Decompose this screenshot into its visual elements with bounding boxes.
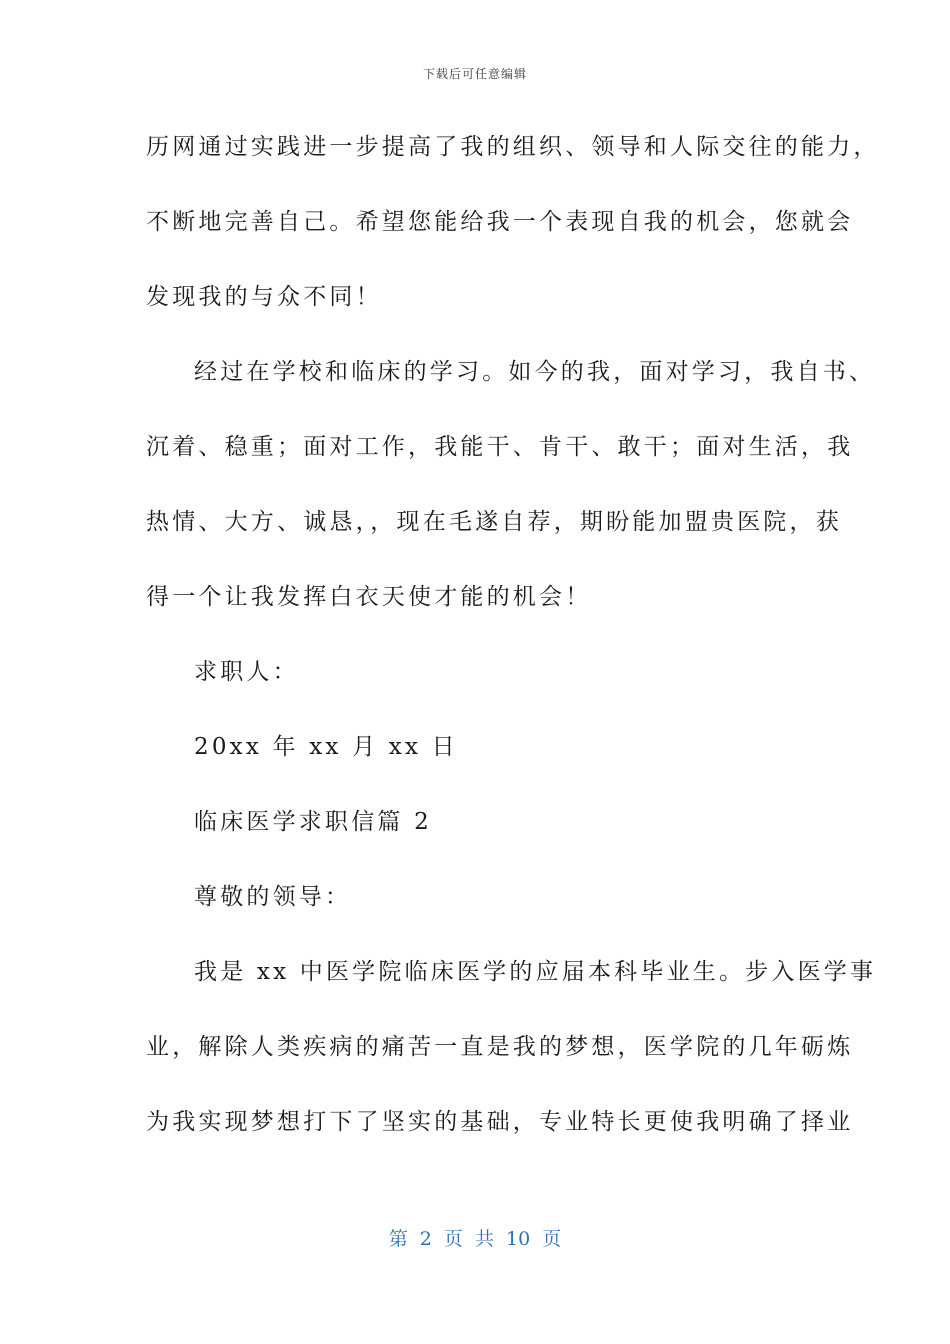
- text-line: 热情、大方、诚恳，，现在毛遂自荐，期盼能加盟贵医院，获: [146, 509, 842, 535]
- section-title: 临床医学求职信篇 2: [194, 809, 432, 835]
- text-line: 业，解除人类疾病的痛苦一直是我的梦想，医学院的几年砺炼: [146, 1034, 854, 1060]
- salutation: 尊敬的领导：: [194, 884, 352, 910]
- document-body: [146, 126, 880, 1176]
- page-header: 下载后可任意编辑: [422, 67, 527, 81]
- text-line: 历网通过实践进一步提高了我的组织、领导和人际交往的能力，: [146, 134, 880, 160]
- text-line: 沉着、稳重；面对工作，我能干、肯干、敢干；面对生活，我: [146, 434, 854, 460]
- applicant-label: 求职人：: [194, 659, 299, 685]
- text-line: 为我实现梦想打下了坚实的基础，专业特长更使我明确了择业: [146, 1109, 854, 1135]
- text-line: 发现我的与众不同！: [146, 284, 382, 310]
- paragraph-start-line: 经过在学校和临床的学习。如今的我，面对学习，我自书、: [194, 359, 876, 385]
- text-line: 得一个让我发挥白衣天使才能的机会！: [146, 584, 592, 610]
- date-line: 20xx 年 xx 月 xx 日: [194, 734, 458, 760]
- page-number-footer: 第 2 页 共 10 页: [388, 1228, 562, 1250]
- text-line: 不断地完善自己。希望您能给我一个表现自我的机会，您就会: [146, 209, 854, 235]
- paragraph-start-line: 我是 xx 中医学院临床医学的应届本科毕业生。步入医学事: [194, 959, 877, 985]
